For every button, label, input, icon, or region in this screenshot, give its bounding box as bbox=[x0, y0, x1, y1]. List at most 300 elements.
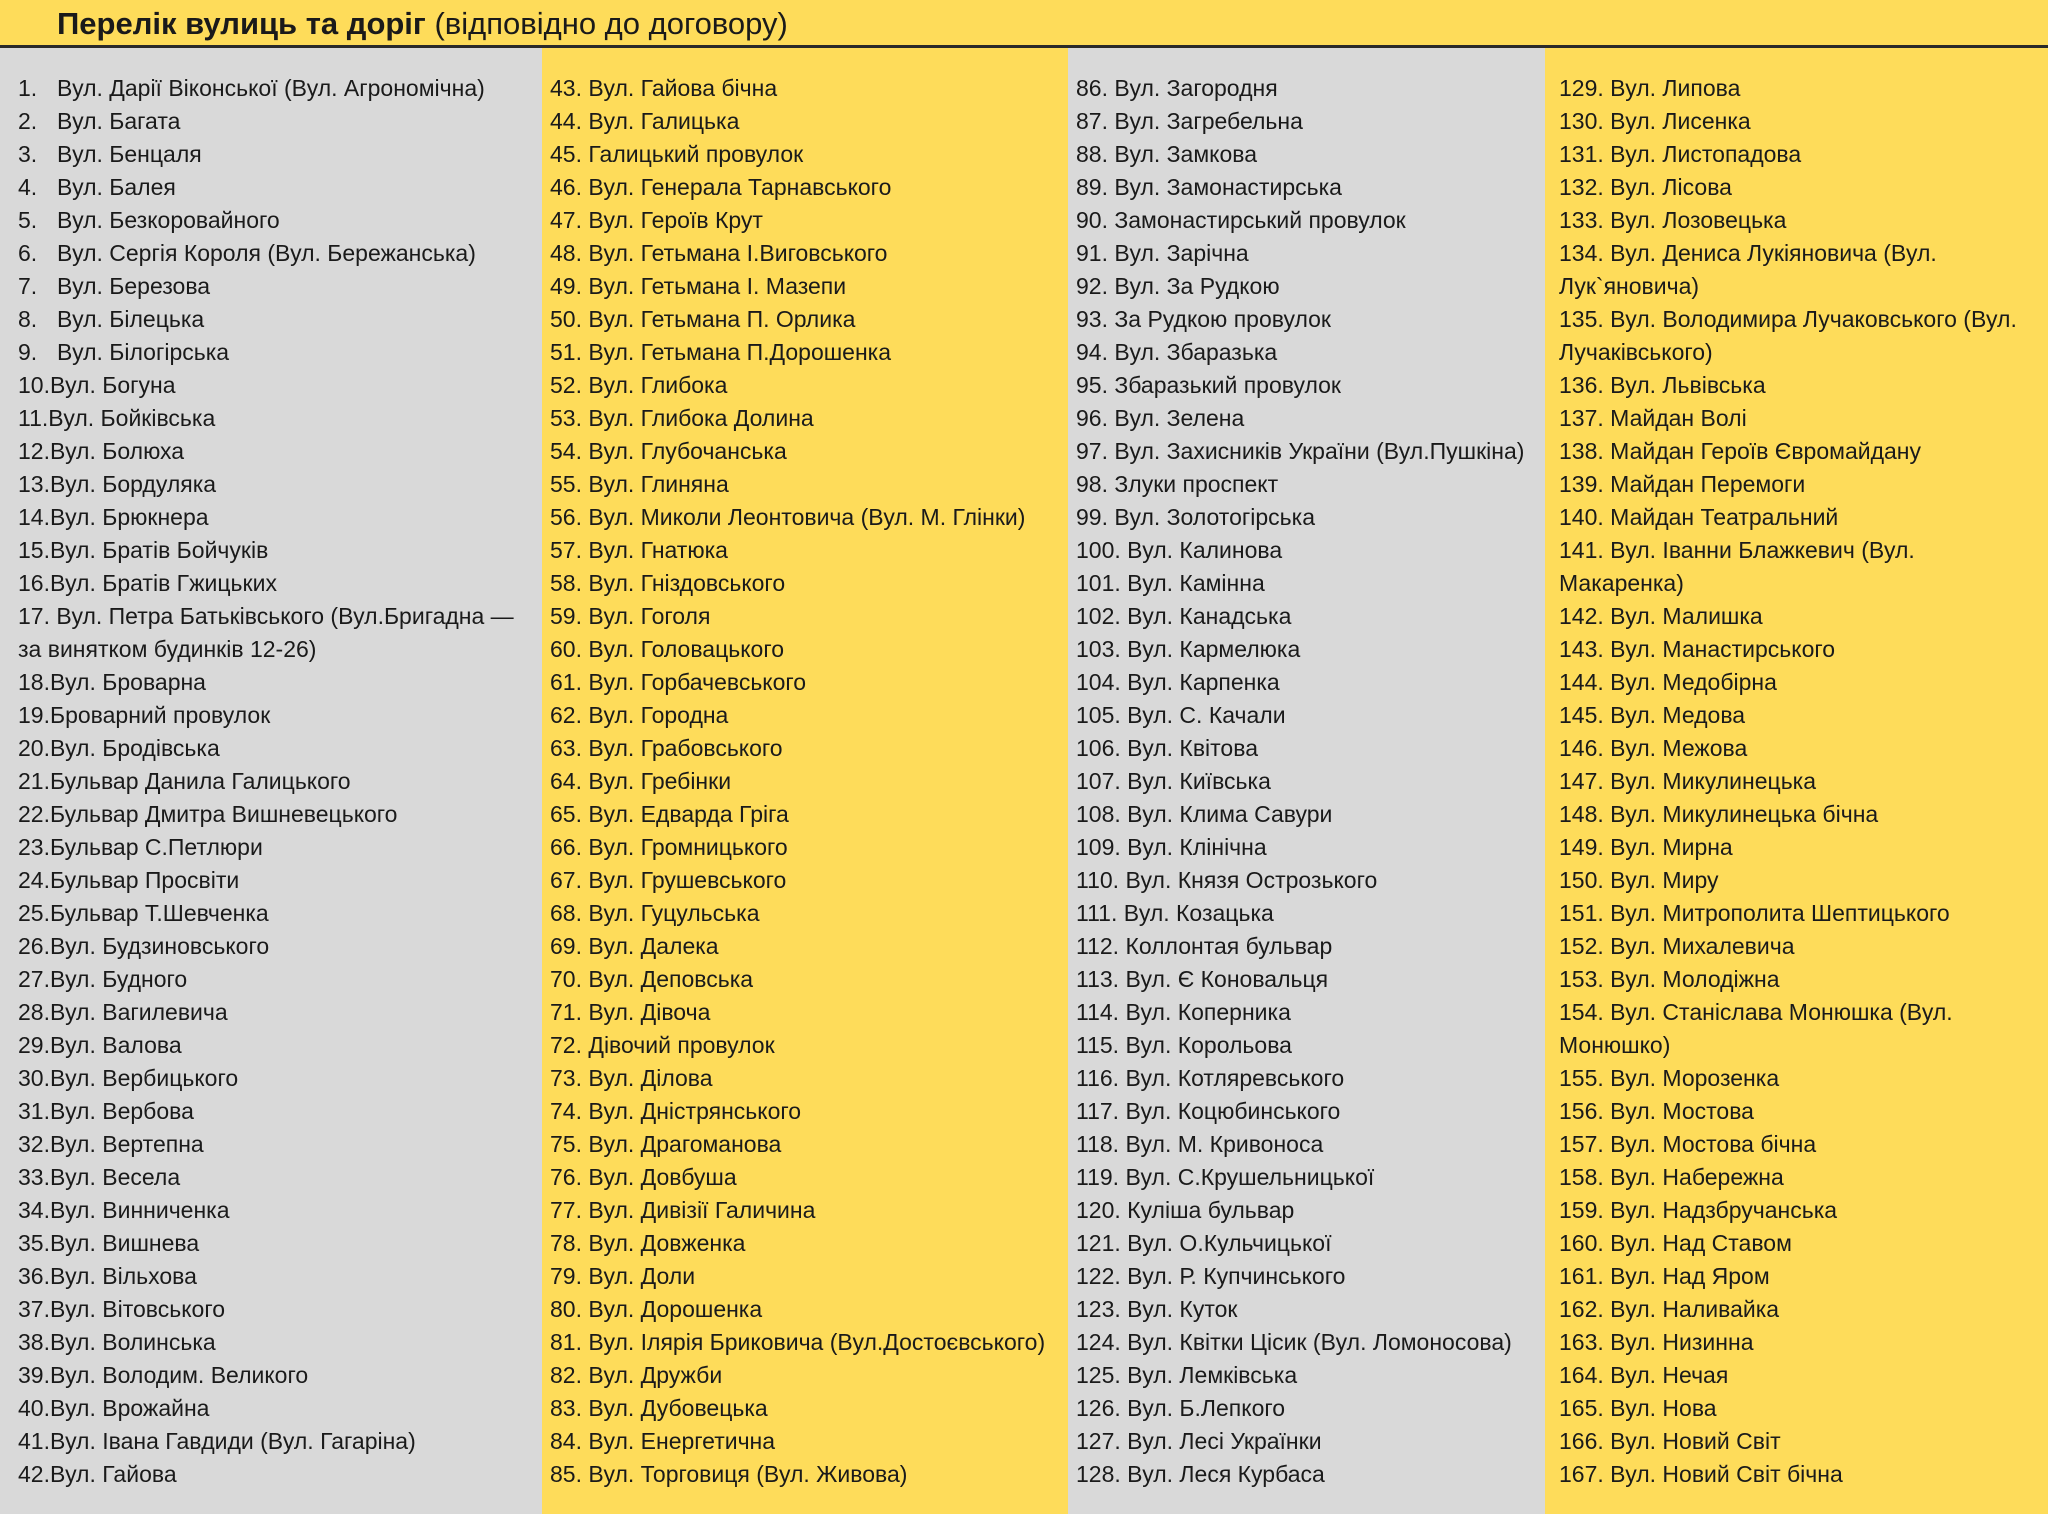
street-name: Вул. Героїв Крут bbox=[588, 207, 763, 233]
street-number: 106. bbox=[1076, 735, 1121, 761]
street-name: Вул. Котляревського bbox=[1125, 1065, 1345, 1091]
street-name: Вул. Нова bbox=[1610, 1395, 1717, 1421]
street-number: 132. bbox=[1559, 174, 1604, 200]
street-number: 88. bbox=[1076, 141, 1108, 167]
street-name: Вул. Івана Гавдиди (Вул. Гагаріна) bbox=[49, 1428, 416, 1454]
street-item bbox=[550, 1458, 1066, 1491]
street-number: 8. bbox=[18, 306, 38, 332]
street-name: Вул. Білогірська bbox=[57, 339, 230, 365]
street-number: 130. bbox=[1559, 108, 1604, 134]
street-number: 144. bbox=[1559, 669, 1604, 695]
street-name: Вул. Лозовецька bbox=[1610, 207, 1787, 233]
street-name: Вул. Грабовського bbox=[588, 735, 783, 761]
street-item bbox=[18, 1128, 536, 1161]
street-number: 120. bbox=[1076, 1197, 1121, 1223]
street-column-3 bbox=[1068, 48, 1545, 1514]
street-item bbox=[18, 1425, 536, 1458]
street-item bbox=[1559, 171, 2030, 204]
street-number: 61. bbox=[550, 669, 582, 695]
street-number: 15. bbox=[18, 537, 50, 563]
header-bar bbox=[0, 0, 2048, 48]
street-item bbox=[550, 303, 1066, 336]
street-number: 29. bbox=[18, 1032, 50, 1058]
street-item bbox=[18, 1194, 536, 1227]
street-name: Вул. Лемківська bbox=[1127, 1362, 1298, 1388]
street-name: Вул. Листопадова bbox=[1610, 141, 1802, 167]
street-name: Вул. Золотогірська bbox=[1114, 504, 1315, 530]
street-name: Вул. Броварна bbox=[49, 669, 206, 695]
street-number: 108. bbox=[1076, 801, 1121, 827]
street-list-4 bbox=[1559, 72, 2030, 1491]
street-name: Вул. Микулинецька бічна bbox=[1610, 801, 1879, 827]
street-item bbox=[18, 666, 536, 699]
street-name: Вул. Збаразька bbox=[1114, 339, 1278, 365]
street-item bbox=[18, 105, 536, 138]
street-item bbox=[18, 336, 536, 369]
street-name: Вул. Гуцульська bbox=[588, 900, 760, 926]
street-item bbox=[18, 1260, 536, 1293]
street-number: 77. bbox=[550, 1197, 582, 1223]
street-name: Вул. Зарічна bbox=[1114, 240, 1249, 266]
street-item bbox=[1076, 369, 1543, 402]
street-number: 122. bbox=[1076, 1263, 1121, 1289]
street-name: Вул. Володимира Лучаковського (Вул. Лучаківського) bbox=[1559, 306, 2017, 365]
street-number: 152. bbox=[1559, 933, 1604, 959]
street-item bbox=[550, 336, 1066, 369]
street-number: 95. bbox=[1076, 372, 1108, 398]
street-item bbox=[18, 600, 536, 666]
street-number: 116. bbox=[1076, 1065, 1120, 1091]
street-name: Коллонтая бульвар bbox=[1125, 933, 1333, 959]
street-number: 133. bbox=[1559, 207, 1604, 233]
street-number: 86. bbox=[1076, 75, 1108, 101]
street-number: 34. bbox=[18, 1197, 50, 1223]
street-item bbox=[550, 1293, 1066, 1326]
street-item bbox=[1076, 1326, 1543, 1359]
street-item bbox=[1076, 666, 1543, 699]
street-name: Вул. Головацького bbox=[588, 636, 785, 662]
street-item bbox=[1076, 996, 1543, 1029]
street-item bbox=[550, 534, 1066, 567]
street-name: Вул. Медова bbox=[1610, 702, 1746, 728]
street-item bbox=[1559, 1095, 2030, 1128]
street-item bbox=[550, 1359, 1066, 1392]
street-number: 143. bbox=[1559, 636, 1604, 662]
street-name: За Рудкою провулок bbox=[1114, 306, 1331, 332]
street-number: 36. bbox=[18, 1263, 50, 1289]
street-name: Вул. Дарії Віконської (Вул. Агрономічна) bbox=[57, 75, 485, 101]
street-item bbox=[18, 402, 536, 435]
street-item bbox=[1559, 1260, 2030, 1293]
street-name: Вул. Братів Гжицьких bbox=[49, 570, 277, 596]
street-number: 135. bbox=[1559, 306, 1604, 332]
street-number: 22. bbox=[18, 801, 50, 827]
street-number: 97. bbox=[1076, 438, 1108, 464]
street-item bbox=[18, 963, 536, 996]
street-item bbox=[18, 732, 536, 765]
street-number: 42. bbox=[18, 1461, 50, 1487]
street-number: 165. bbox=[1559, 1395, 1604, 1421]
street-number: 110. bbox=[1076, 867, 1120, 893]
street-number: 23. bbox=[18, 834, 50, 860]
street-number: 111. bbox=[1076, 900, 1118, 926]
street-item bbox=[1559, 204, 2030, 237]
page-title bbox=[57, 6, 788, 42]
street-number: 49. bbox=[550, 273, 582, 299]
street-number: 72. bbox=[550, 1032, 582, 1058]
street-name: Вул. Нечая bbox=[1610, 1362, 1729, 1388]
street-name: Вул. Будзиновського bbox=[49, 933, 270, 959]
street-name: Вул. Морозенка bbox=[1610, 1065, 1780, 1091]
street-number: 73. bbox=[550, 1065, 582, 1091]
street-name: Вул. Глибока bbox=[588, 372, 728, 398]
street-name: Вул. Вагилевича bbox=[49, 999, 228, 1025]
street-number: 109. bbox=[1076, 834, 1121, 860]
street-name: Вул. Станіслава Монюшка (Вул. Монюшко) bbox=[1559, 999, 1953, 1058]
street-item bbox=[1559, 831, 2030, 864]
street-name: Вул. О.Кульчицької bbox=[1127, 1230, 1332, 1256]
street-name: Вул. Гнатюка bbox=[588, 537, 728, 563]
street-name: Вул. Низинна bbox=[1610, 1329, 1754, 1355]
street-name: Вул. Митрополита Шептицького bbox=[1610, 900, 1950, 926]
street-name: Вул. Білецька bbox=[57, 306, 205, 332]
street-name: Вул. Глиняна bbox=[588, 471, 729, 497]
street-item bbox=[1076, 336, 1543, 369]
street-item bbox=[1076, 402, 1543, 435]
street-item bbox=[1076, 468, 1543, 501]
street-name: Бульвар С.Петлюри bbox=[49, 834, 263, 860]
street-number: 124. bbox=[1076, 1329, 1121, 1355]
street-number: 16. bbox=[18, 570, 50, 596]
street-item bbox=[550, 1425, 1066, 1458]
street-name: Вул. Балея bbox=[57, 174, 176, 200]
street-number: 131. bbox=[1559, 141, 1604, 167]
street-item bbox=[550, 633, 1066, 666]
street-number: 38. bbox=[18, 1329, 50, 1355]
street-item bbox=[1076, 171, 1543, 204]
street-number: 33. bbox=[18, 1164, 50, 1190]
street-item bbox=[18, 468, 536, 501]
street-number: 2. bbox=[18, 108, 38, 134]
street-name: Вул. Бенцаля bbox=[57, 141, 202, 167]
street-item bbox=[18, 864, 536, 897]
street-item bbox=[550, 765, 1066, 798]
street-item bbox=[1559, 237, 2030, 303]
street-name: Вул. Вербицького bbox=[49, 1065, 239, 1091]
street-item bbox=[550, 567, 1066, 600]
street-number: 79. bbox=[550, 1263, 582, 1289]
street-item bbox=[1076, 732, 1543, 765]
street-name: Вул. Молодіжна bbox=[1610, 966, 1780, 992]
street-column-1 bbox=[0, 48, 542, 1514]
street-item bbox=[18, 171, 536, 204]
street-item bbox=[550, 1062, 1066, 1095]
street-item bbox=[1076, 765, 1543, 798]
street-number: 101. bbox=[1076, 570, 1121, 596]
street-number: 31. bbox=[18, 1098, 50, 1124]
street-name: Вул. Дружби bbox=[588, 1362, 723, 1388]
street-item bbox=[18, 798, 536, 831]
street-name: Вул. Корольова bbox=[1125, 1032, 1292, 1058]
street-item bbox=[1076, 864, 1543, 897]
street-name: Вул. Енергетична bbox=[588, 1428, 776, 1454]
street-name: Вул. Гетьмана П. Орлика bbox=[588, 306, 856, 332]
street-name: Бульвар Т.Шевченка bbox=[49, 900, 269, 926]
street-number: 93. bbox=[1076, 306, 1108, 332]
street-name: Вул. Мирна bbox=[1610, 834, 1733, 860]
street-number: 137. bbox=[1559, 405, 1604, 431]
street-number: 104. bbox=[1076, 669, 1121, 695]
street-item bbox=[18, 501, 536, 534]
street-number: 89. bbox=[1076, 174, 1108, 200]
street-name: Вул. Бордуляка bbox=[49, 471, 217, 497]
street-number: 157. bbox=[1559, 1131, 1604, 1157]
street-item bbox=[1559, 1425, 2030, 1458]
street-number: 10. bbox=[18, 372, 50, 398]
street-name: Вул. За Рудкою bbox=[1114, 273, 1280, 299]
street-number: 139. bbox=[1559, 471, 1604, 497]
street-name: Вул. Наливайка bbox=[1610, 1296, 1780, 1322]
street-name: Вул. Над Яром bbox=[1610, 1263, 1770, 1289]
street-number: 20. bbox=[18, 735, 50, 761]
street-number: 41. bbox=[18, 1428, 50, 1454]
street-number: 115. bbox=[1076, 1032, 1120, 1058]
street-number: 76. bbox=[550, 1164, 582, 1190]
street-name: Вул. Вишнева bbox=[49, 1230, 200, 1256]
street-number: 102. bbox=[1076, 603, 1121, 629]
street-list-3 bbox=[1076, 72, 1543, 1491]
street-number: 113. bbox=[1076, 966, 1120, 992]
street-item bbox=[550, 105, 1066, 138]
street-number: 98. bbox=[1076, 471, 1108, 497]
street-number: 118. bbox=[1076, 1131, 1120, 1157]
street-number: 45. bbox=[550, 141, 582, 167]
street-number: 158. bbox=[1559, 1164, 1604, 1190]
street-number: 156. bbox=[1559, 1098, 1604, 1124]
street-number: 69. bbox=[550, 933, 582, 959]
street-number: 19. bbox=[18, 702, 50, 728]
street-number: 96. bbox=[1076, 405, 1108, 431]
street-name: Вул. Володим. Великого bbox=[49, 1362, 309, 1388]
street-name: Вул. С. Качали bbox=[1127, 702, 1286, 728]
street-item bbox=[1076, 831, 1543, 864]
street-item bbox=[1076, 534, 1543, 567]
street-number: 1. bbox=[18, 75, 38, 101]
street-number: 91. bbox=[1076, 240, 1108, 266]
street-item bbox=[550, 1227, 1066, 1260]
street-number: 149. bbox=[1559, 834, 1604, 860]
street-number: 40. bbox=[18, 1395, 50, 1421]
street-number: 13. bbox=[18, 471, 50, 497]
street-item bbox=[1559, 897, 2030, 930]
street-name: Вул. Грушевського bbox=[588, 867, 787, 893]
street-name: Майдан Театральний bbox=[1610, 504, 1839, 530]
street-name: Вул. Межова bbox=[1610, 735, 1748, 761]
street-number: 43. bbox=[550, 75, 582, 101]
street-name: Вул. Квітова bbox=[1127, 735, 1258, 761]
street-item bbox=[18, 699, 536, 732]
street-item bbox=[1076, 138, 1543, 171]
street-item bbox=[1559, 369, 2030, 402]
street-name: Вул. Замкова bbox=[1114, 141, 1258, 167]
street-item bbox=[1076, 1458, 1543, 1491]
street-name: Вул. Львівська bbox=[1610, 372, 1766, 398]
street-item bbox=[1076, 1293, 1543, 1326]
street-name: Вул. Клінічна bbox=[1127, 834, 1267, 860]
street-name: Вул. Бродівська bbox=[49, 735, 220, 761]
street-item bbox=[1559, 105, 2030, 138]
street-number: 159. bbox=[1559, 1197, 1604, 1223]
street-item bbox=[1076, 633, 1543, 666]
street-item bbox=[1076, 1062, 1543, 1095]
street-number: 121. bbox=[1076, 1230, 1121, 1256]
street-name: Замонастирський провулок bbox=[1114, 207, 1406, 233]
street-name: Вул. Валова bbox=[49, 1032, 182, 1058]
street-name: Вул. Куток bbox=[1127, 1296, 1238, 1322]
street-item bbox=[18, 765, 536, 798]
street-list-1 bbox=[18, 72, 536, 1491]
street-item bbox=[550, 468, 1066, 501]
street-name: Вул. Надзбручанська bbox=[1610, 1197, 1838, 1223]
street-item bbox=[1076, 930, 1543, 963]
street-name: Вул. Коцюбинського bbox=[1125, 1098, 1341, 1124]
street-name: Вул. Миколи Леонтовича (Вул. М. Глінки) bbox=[588, 504, 1026, 530]
street-number: 67. bbox=[550, 867, 582, 893]
street-item bbox=[1559, 303, 2030, 369]
page-title-main: Перелік вулиць та доріг bbox=[57, 6, 426, 41]
street-number: 74. bbox=[550, 1098, 582, 1124]
street-name: Вул. Дубовецька bbox=[588, 1395, 768, 1421]
street-item bbox=[1559, 1227, 2030, 1260]
street-item bbox=[1559, 864, 2030, 897]
street-item bbox=[18, 534, 536, 567]
street-item bbox=[550, 435, 1066, 468]
street-name: Вул. М. Кривоноса bbox=[1125, 1131, 1324, 1157]
street-number: 60. bbox=[550, 636, 582, 662]
street-number: 145. bbox=[1559, 702, 1604, 728]
street-item bbox=[1559, 1194, 2030, 1227]
street-number: 117. bbox=[1076, 1098, 1120, 1124]
street-number: 150. bbox=[1559, 867, 1604, 893]
street-number: 125. bbox=[1076, 1362, 1121, 1388]
street-item bbox=[550, 1326, 1066, 1359]
street-number: 155. bbox=[1559, 1065, 1604, 1091]
street-item bbox=[18, 1095, 536, 1128]
street-name: Вул. Є Коновальця bbox=[1125, 966, 1329, 992]
street-name: Вул. Галицька bbox=[588, 108, 740, 134]
street-item bbox=[1559, 600, 2030, 633]
street-number: 84. bbox=[550, 1428, 582, 1454]
street-item bbox=[1076, 1161, 1543, 1194]
street-name: Вул. Мостова bbox=[1610, 1098, 1754, 1124]
street-name: Вул. Київська bbox=[1127, 768, 1271, 794]
page-title-note: (відповідно до договору) bbox=[425, 6, 788, 41]
street-name: Вул. Липова bbox=[1610, 75, 1741, 101]
street-number: 25. bbox=[18, 900, 50, 926]
street-item bbox=[1559, 138, 2030, 171]
street-item bbox=[550, 204, 1066, 237]
street-name: Вул. Болюха bbox=[49, 438, 185, 464]
street-item bbox=[18, 1029, 536, 1062]
street-name: Вул. Глубочанська bbox=[588, 438, 787, 464]
street-number: 48. bbox=[550, 240, 582, 266]
street-name: Вул. Врожайна bbox=[49, 1395, 210, 1421]
street-name: Вул. Загородня bbox=[1114, 75, 1278, 101]
street-item bbox=[1076, 897, 1543, 930]
street-name: Вул. Малишка bbox=[1610, 603, 1763, 629]
street-item bbox=[1076, 963, 1543, 996]
street-item bbox=[1559, 501, 2030, 534]
street-item bbox=[18, 237, 536, 270]
street-name: Вул. Брюкнера bbox=[49, 504, 209, 530]
street-number: 56. bbox=[550, 504, 582, 530]
street-item bbox=[1559, 534, 2030, 600]
street-name: Вул. Гайова бічна bbox=[588, 75, 778, 101]
street-name: Вул. Вільхова bbox=[49, 1263, 197, 1289]
street-name: Вул. Манастирського bbox=[1610, 636, 1836, 662]
street-number: 70. bbox=[550, 966, 582, 992]
street-item bbox=[1559, 1128, 2030, 1161]
street-number: 128. bbox=[1076, 1461, 1121, 1487]
street-number: 119. bbox=[1076, 1164, 1120, 1190]
street-name: Вул. Канадська bbox=[1127, 603, 1292, 629]
street-number: 27. bbox=[18, 966, 50, 992]
street-name: Вул. Весела bbox=[49, 1164, 181, 1190]
street-number: 17. bbox=[18, 603, 50, 629]
street-item bbox=[1559, 1161, 2030, 1194]
street-item bbox=[18, 138, 536, 171]
street-name: Вул. Р. Купчинського bbox=[1127, 1263, 1346, 1289]
street-name: Вул. Лесі Українки bbox=[1127, 1428, 1322, 1454]
street-name: Вул. Вітовського bbox=[49, 1296, 226, 1322]
street-number: 12. bbox=[18, 438, 50, 464]
street-number: 26. bbox=[18, 933, 50, 959]
street-number: 142. bbox=[1559, 603, 1604, 629]
street-name: Вул. Козацька bbox=[1123, 900, 1274, 926]
street-name: Куліша бульвар bbox=[1127, 1197, 1295, 1223]
street-name: Вул. Загребельна bbox=[1114, 108, 1303, 134]
street-number: 134. bbox=[1559, 240, 1604, 266]
street-number: 5. bbox=[18, 207, 38, 233]
street-item bbox=[550, 1392, 1066, 1425]
street-item bbox=[1076, 1194, 1543, 1227]
street-name: Вул. Кармелюка bbox=[1127, 636, 1301, 662]
street-item bbox=[550, 501, 1066, 534]
street-number: 35. bbox=[18, 1230, 50, 1256]
street-item bbox=[1559, 402, 2030, 435]
street-item bbox=[18, 1326, 536, 1359]
street-item bbox=[18, 1161, 536, 1194]
street-name: Вул. Новий Світ бічна bbox=[1610, 1461, 1843, 1487]
street-name: Вул. Березова bbox=[57, 273, 211, 299]
street-number: 53. bbox=[550, 405, 582, 431]
street-name: Вул. Новий Світ bbox=[1610, 1428, 1781, 1454]
street-item bbox=[1076, 435, 1543, 468]
street-number: 129. bbox=[1559, 75, 1604, 101]
street-item bbox=[18, 369, 536, 402]
street-name: Майдан Перемоги bbox=[1610, 471, 1806, 497]
street-item bbox=[550, 897, 1066, 930]
street-column-2 bbox=[542, 48, 1068, 1514]
street-number: 154. bbox=[1559, 999, 1604, 1025]
street-list-2 bbox=[550, 72, 1066, 1491]
street-item bbox=[18, 897, 536, 930]
street-number: 3. bbox=[18, 141, 38, 167]
street-item bbox=[550, 138, 1066, 171]
street-number: 18. bbox=[18, 669, 50, 695]
street-item bbox=[1076, 1095, 1543, 1128]
street-number: 114. bbox=[1076, 999, 1120, 1025]
